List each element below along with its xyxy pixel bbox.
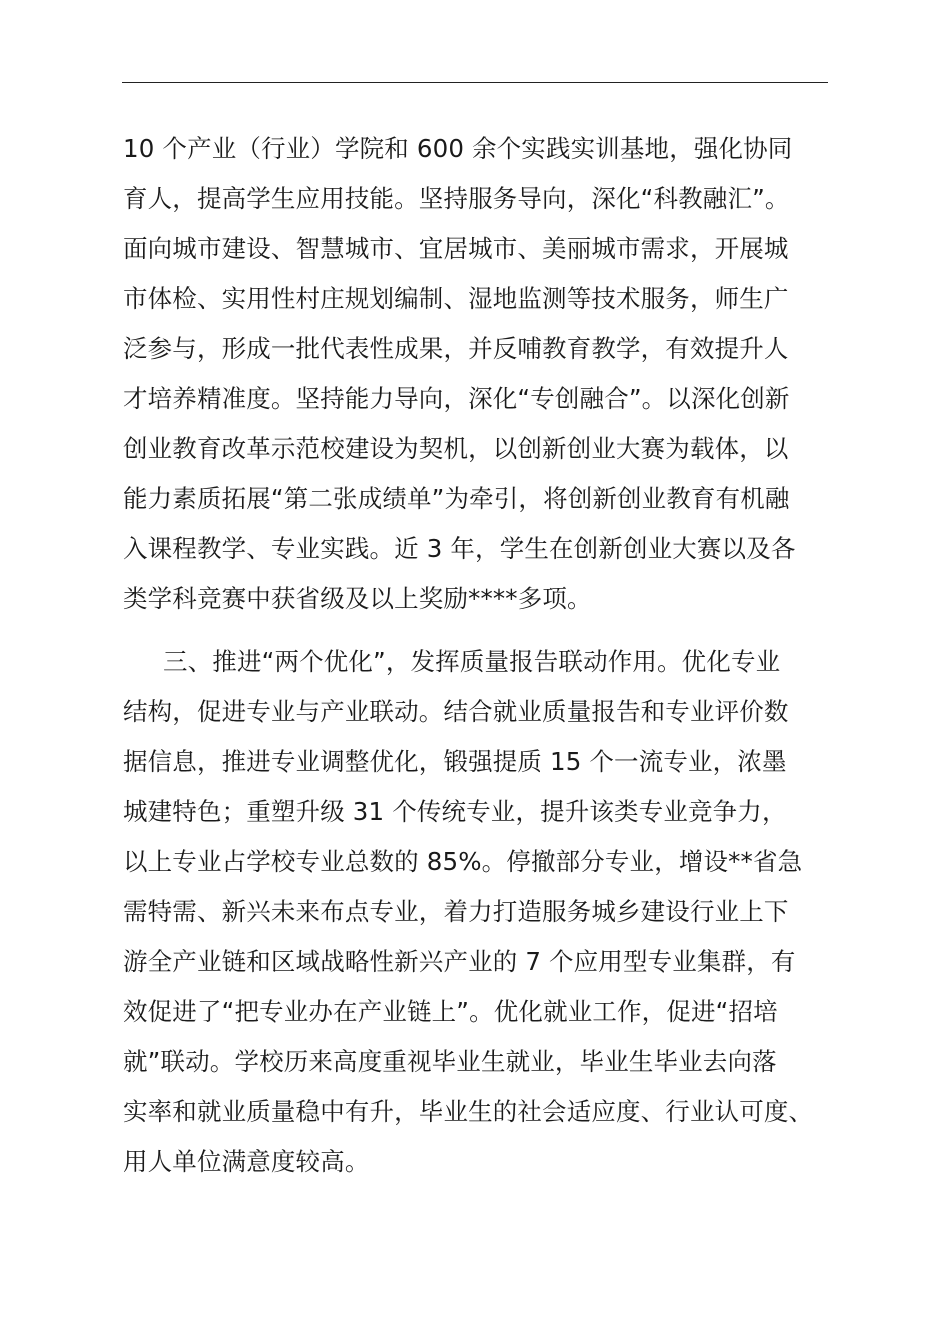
text-line: 能力素质拓展“第二张成绩单”为牵引，将创新创业教育有机融: [123, 484, 790, 513]
text-line: 用人单位满意度较高。: [123, 1147, 370, 1176]
text-line: 需特需、新兴未来布点专业，着力打造服务城乡建设行业上下: [123, 897, 789, 926]
text-line: 据信息，推进专业调整优化，锻强提质 15 个一流专业，浓墨: [123, 747, 787, 776]
text-line: 市体检、实用性村庄规划编制、湿地监测等技术服务，师生广: [123, 284, 789, 313]
text-line: 入课程教学、专业实践。近 3 年，学生在创新创业大赛以及各: [123, 534, 796, 563]
text-line: 结构，促进专业与产业联动。结合就业质量报告和专业评价数: [123, 697, 789, 726]
text-line: 以上专业占学校专业总数的 85%。停撤部分专业，增设**省急: [123, 847, 803, 876]
text-line: 育人，提高学生应用技能。坚持服务导向，深化“科教融汇”。: [123, 184, 790, 213]
text-line: 实率和就业质量稳中有升，毕业生的社会适应度、行业认可度、: [123, 1097, 814, 1126]
text-line: 创业教育改革示范校建设为契机，以创新创业大赛为载体，以: [123, 434, 789, 463]
text-line: 类学科竞赛中获省级及以上奖励****多项。: [123, 584, 592, 613]
text-line: 才培养精准度。坚持能力导向，深化“专创融合”。以深化创新: [123, 384, 790, 413]
text-line: 城建特色；重塑升级 31 个传统专业，提升该类专业竞争力，: [123, 797, 787, 826]
text-line: 面向城市建设、智慧城市、宜居城市、美丽城市需求，开展城: [123, 234, 789, 263]
text-line: 效促进了“把专业办在产业链上”。优化就业工作，促进“招培: [123, 997, 778, 1026]
text-line: 就”联动。学校历来高度重视毕业生就业，毕业生毕业去向落: [123, 1047, 777, 1076]
text-line: 10 个产业（行业）学院和 600 余个实践实训基地，强化协同: [123, 134, 793, 163]
text-line: 游全产业链和区域战略性新兴产业的 7 个应用型专业集群，有: [123, 947, 796, 976]
header-rule: [122, 82, 828, 83]
text-line: 三、推进“两个优化”，发挥质量报告联动作用。优化专业: [163, 647, 781, 676]
text-line: 泛参与，形成一批代表性成果，并反哺教育教学，有效提升人: [123, 334, 789, 363]
